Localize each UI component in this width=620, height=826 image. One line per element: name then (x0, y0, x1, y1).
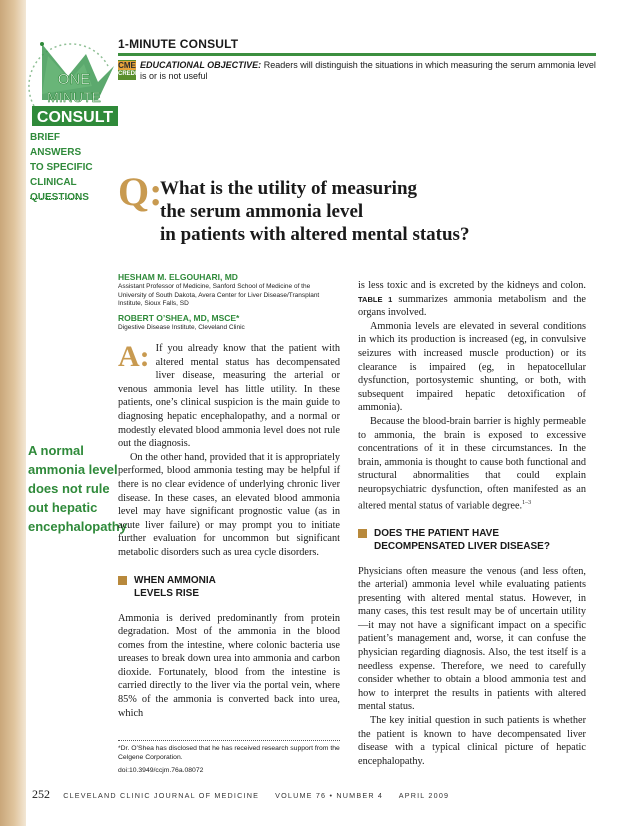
pull-quote-line: ammonia level (28, 462, 118, 477)
tagline-divider (30, 198, 84, 199)
question-title (160, 177, 590, 246)
one-minute-consult-logo (28, 36, 120, 132)
objective-label: EDUCATIONAL OBJECTIVE: (140, 60, 262, 70)
body-paragraph (358, 415, 586, 513)
disclosure-note: *Dr. O’Shea has disclosed that he has received research support from the Celgene Corporation. (118, 745, 340, 761)
brief-answers-tagline (30, 130, 110, 205)
article-column-2 (358, 279, 586, 768)
section-title-line: WHEN AMMONIA (134, 574, 216, 586)
logo-word-one: ONE (57, 71, 91, 88)
author-name: HESHAM M. ELGOUHARI, MD (118, 272, 238, 282)
section-title-line: DECOMPENSATED LIVER DISEASE? (374, 540, 550, 552)
cme-label: CME (118, 61, 136, 70)
citation-reference[interactable]: 1–3 (522, 499, 532, 506)
journal-volume: VOLUME 76 (275, 791, 327, 800)
journal-number: NUMBER 4 (336, 791, 384, 800)
header-rule (118, 53, 596, 56)
doi: doi:10.3949/ccjm.76a.08072 (118, 767, 204, 774)
question-line: in patients with altered mental status? (160, 224, 470, 245)
paragraph-text: is less toxic and is excreted by the kidneys and colon. (358, 280, 586, 291)
section-heading-ammonia-levels (118, 574, 340, 600)
section-marker (358, 529, 367, 538)
author-affiliation: Assistant Professor of Medicine, Sanford School of Medicine of the University of South Dakota, Avera Center for Liver Disease/Transplant Institute, Sioux Falls, SD (118, 283, 320, 307)
tagline-line: TO SPECIFIC (30, 162, 93, 173)
objective-text: Readers will distinguish the situations in which measuring the serum ammonia level is or is not useful (140, 60, 596, 81)
pull-quote-line: encephalopathy (28, 519, 127, 534)
educational-objective (140, 60, 600, 82)
pull-quote-line: does not rule (28, 481, 110, 496)
pull-quote (28, 441, 127, 536)
footnote-divider (118, 740, 340, 741)
journal-name: CLEVELAND CLINIC JOURNAL OF MEDICINE (63, 791, 260, 800)
tagline-line: BRIEF ANSWERS (30, 132, 82, 158)
pull-quote-line: A normal (28, 443, 84, 458)
question-letter: Q: (118, 169, 163, 214)
pull-quote-line: out hepatic (28, 500, 98, 515)
author-affiliation: Digestive Disease Institute, Cleveland Clinic (118, 323, 245, 331)
article-column-1 (118, 272, 340, 720)
footnote (118, 744, 340, 775)
section-marker (118, 576, 127, 585)
body-paragraph (358, 279, 586, 320)
tagline-line: QUESTIONS (30, 192, 89, 203)
logo-word-minute: MINUTE (47, 89, 101, 105)
footer-bullet: • (329, 791, 337, 800)
paragraph-text: If you already know that the patient with altered mental status has decompensated liver disease, measuring the arterial or venous ammonia level has little utility. In these patients, one’s clinical suspicion is the main guide to diagnosing hepatic encephalopathy, and a normal or modestly elevated blood ammonia level does not rule out the diagnosis. (118, 343, 340, 450)
paragraph-text: Because the blood-brain barrier is highly permeable to ammonia, the brain is exposed to excessive concentrations of it in these circumstances. In the brain, ammonia is thought to cause both functional and structural abnormalities that could explain neuropsychiatric dysfunction, often manifested as an altered mental status of variable degree. (358, 415, 586, 511)
body-paragraph: Ammonia is derived predominantly from protein degradation. Most of the ammonia in the blood comes from the intestine, where colonic bacteria use ureases to break down urea into ammonia and carbon dioxide. Fortunately, blood from the intestine is carried directly to the liver via the portal vein, where 85% of the ammonia is converted back into urea, which (118, 612, 340, 719)
section-heading-decompensated (358, 527, 586, 553)
body-paragraph: The key initial question in such patients is whether the patient is known to have decompensated liver disease with a typical clinical picture of hepatic encephalopathy. (358, 715, 586, 767)
table-reference[interactable]: TABLE 1 (358, 294, 393, 304)
question-line: What is the utility of measuring (160, 178, 418, 199)
journal-date: APRIL 2009 (398, 791, 450, 800)
series-title: 1-MINUTE CONSULT (118, 37, 239, 51)
answer-paragraph (118, 342, 340, 451)
author-name: ROBERT O’SHEA, MD, MSCE* (118, 312, 240, 323)
tagline-line: CLINICAL (30, 177, 77, 188)
question-line: the serum ammonia level (160, 201, 364, 222)
body-paragraph: Ammonia levels are elevated in several conditions in which its production is increased (eg, in convulsive seizures with increased muscle production) or its clearance is impaired (eg, in hepatocellular dysfunction, portosystemic shunting, or both, with subsequent impaired hepatic detoxification of ammonia). (358, 320, 586, 414)
section-title-line: LEVELS RISE (134, 587, 200, 599)
page-footer (32, 787, 592, 802)
section-title-line: DOES THE PATIENT HAVE (374, 527, 500, 539)
page-number: 252 (32, 787, 50, 801)
credit-label: CREDIT (118, 71, 141, 77)
body-paragraph: On the other hand, provided that it is appropriately performed, blood ammonia testing may be helpful if there is no clear evidence of underlying chronic liver disease. In these cases, an elevated blood ammonia level may have significant prognostic value (as in acute liver failure) or may prompt you to initiate further evaluation for uncommon but significant metabolic disorders such as urea cycle disorders. (118, 451, 340, 558)
cme-credit-badge (118, 60, 141, 80)
logo-word-consult: CONSULT (36, 109, 114, 126)
paragraph-text: summarizes ammonia metabolism and the organs involved. (358, 293, 586, 319)
decorative-side-strip (0, 0, 26, 826)
body-paragraph: Physicians often measure the venous (and less often, the arterial) ammonia level while evaluating patients presenting with altered mental status. However, in many cases, this test result may be of uncertain utility—it may not have a significant impact on a specific patient’s management and, worse, it can confuse the physician regarding diagnosis. Also, the test itself is a needless expense. Therefore, we need to carefully consider whether to obtain a blood ammonia test and how to interpret the results in patients with altered mental status. (358, 565, 586, 713)
answer-letter: A: (118, 340, 150, 373)
